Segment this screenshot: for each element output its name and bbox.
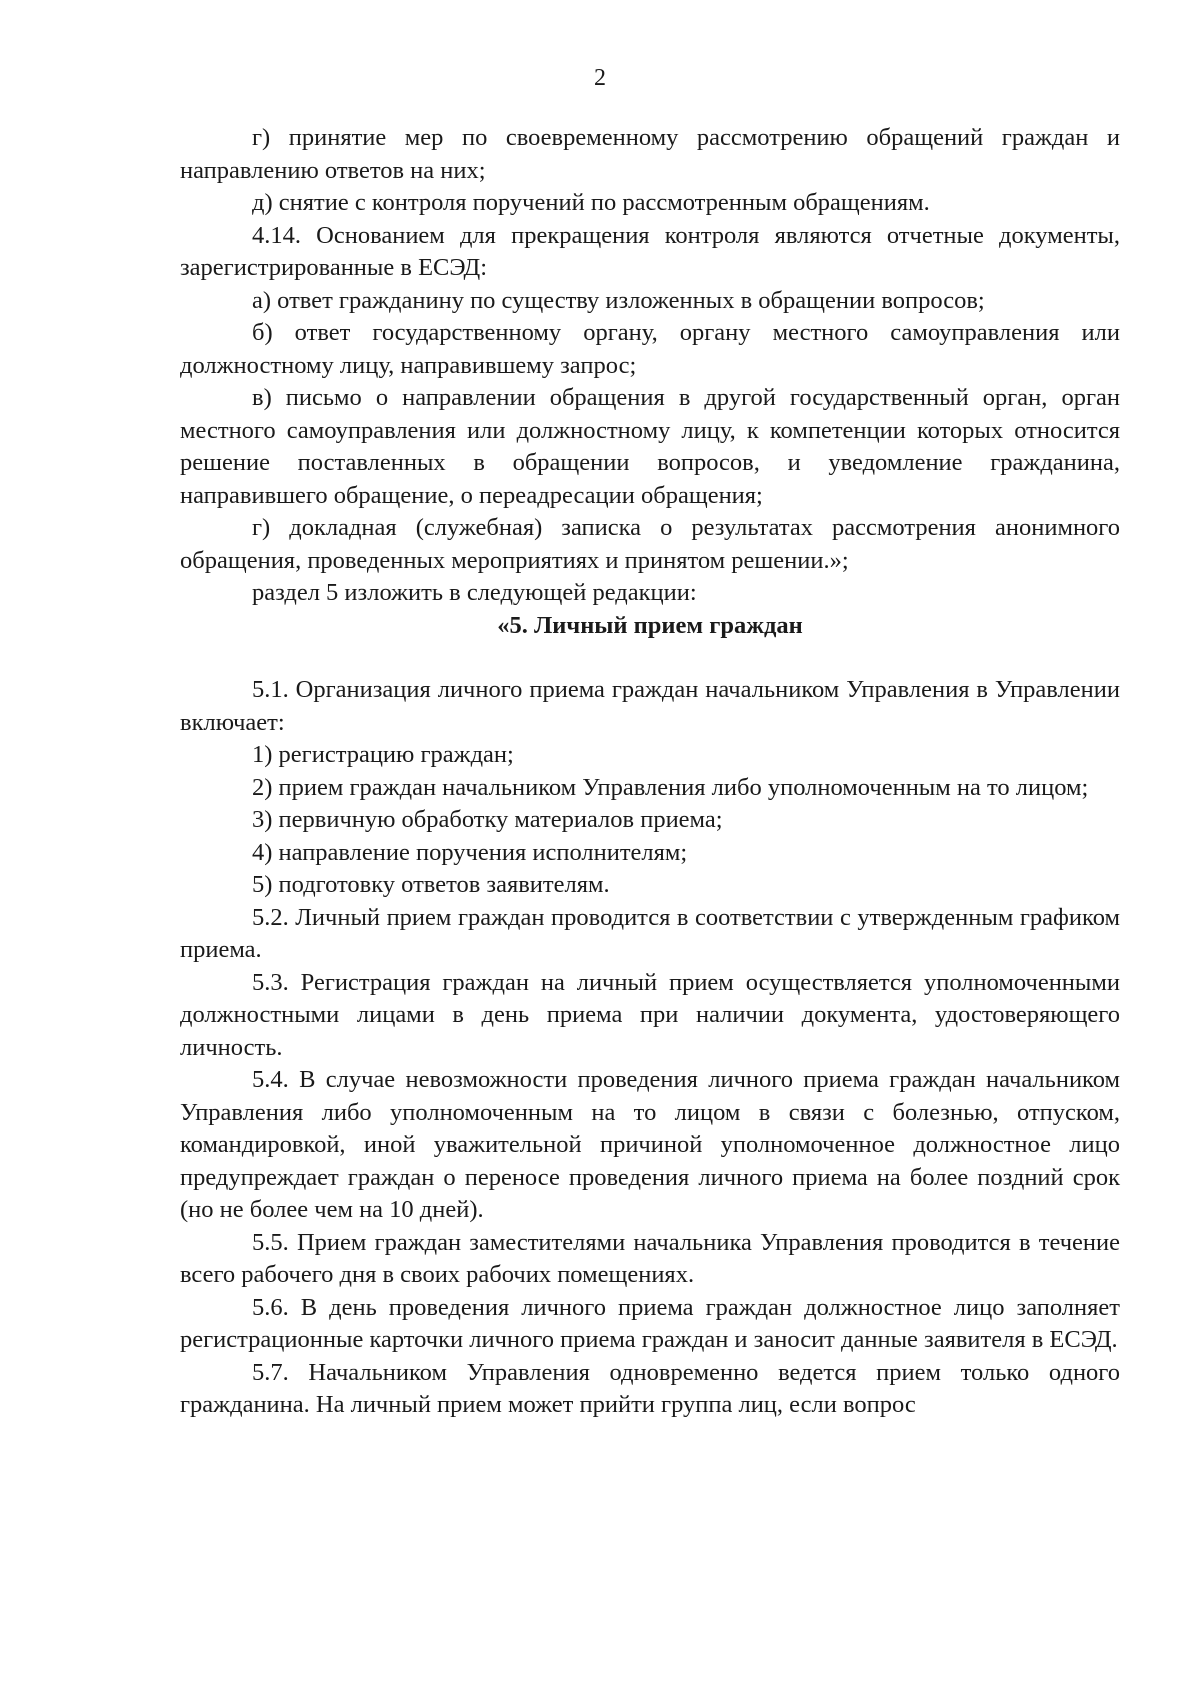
paragraph-item-g: г) принятие мер по своевременному рассмотрению обращений граждан и направлению ответов на них; [180,124,1120,184]
paragraph-5-4: 5.4. В случае невозможности проведения личного приема граждан начальником Управления либо уполномоченным на то лицом в связи с болезнью, отпуском, командировкой, иной уважительной причиной уполномоченное должностное лицо предупреждает граждан о переносе проведения личного приема на более поздний срок (но не более чем на 10 дней). [180,1066,1120,1223]
list-item-1: 1) регистрацию граждан; [252,741,514,768]
paragraph-section-5-intro: раздел 5 изложить в следующей редакции: [252,579,697,606]
paragraph-item-d: д) снятие с контроля поручений по рассмотренным обращениям. [252,189,930,216]
paragraph-item-a: а) ответ гражданину по существу изложенных в обращении вопросов; [252,286,985,314]
list-item-4: 4) направление поручения исполнителям; [252,838,688,866]
paragraph-5-6: 5.6. В день проведения личного приема граждан должностное лицо заполняет регистрационные карточки личного приема граждан и заносит данные заявителя в ЕСЭД. [180,1293,1120,1353]
paragraph-item-b: б) ответ государственному органу, органу местного самоуправления или должностному лицу, направившему запрос; [180,319,1120,379]
paragraph-5-1: 5.1. Организация личного приема граждан начальником Управления в Управлении включает: [180,676,1120,736]
list-item-2: 2) прием граждан начальником Управления либо уполномоченным на то лицом; [252,773,1089,801]
paragraph-4-14: 4.14. Основанием для прекращения контроля являются отчетные документы, зарегистрированные в ЕСЭД: [180,221,1120,281]
page-number: 2 [594,65,606,91]
paragraph-5-3: 5.3. Регистрация граждан на личный прием осуществляется уполномоченными должностными лицами в день приема при наличии документа, удостоверяющего личность. [180,968,1120,1061]
section-heading: «5. Личный прием граждан [497,611,803,639]
paragraph-5-5: 5.5. Прием граждан заместителями начальника Управления проводится в течение всего рабочего дня в своих рабочих помещениях. [180,1228,1120,1288]
paragraph-5-7: 5.7. Начальником Управления одновременно ведется прием только одного гражданина. На личный прием может прийти группа лиц, если вопрос [180,1358,1120,1418]
document-body [180,122,1120,1422]
paragraph-5-2: 5.2. Личный прием граждан проводится в соответствии с утвержденным графиком приема. [180,903,1120,963]
list-item-5: 5) подготовку ответов заявителям. [252,871,610,898]
paragraph-item-v: в) письмо о направлении обращения в другой государственный орган, орган местного самоуправления или должностному лицу, к компетенции которых относится решение поставленных в обращении вопросов, и уведомление гражданина, направившего обращение, о переадресации обращения; [180,384,1120,509]
paragraph-item-g-memo: г) докладная (служебная) записка о результатах рассмотрения анонимного обращения, проведенных мероприятиях и принятом решении.»; [180,514,1120,574]
list-item-3: 3) первичную обработку материалов приема; [252,806,723,833]
